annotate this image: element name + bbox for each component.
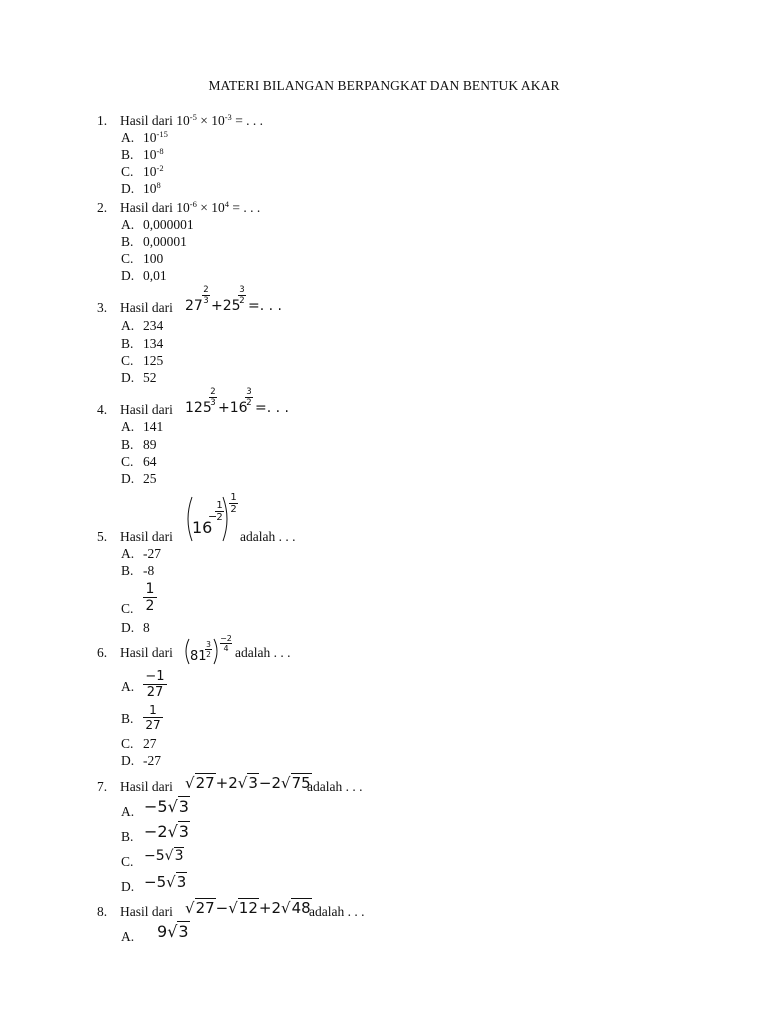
expression: 125 bbox=[185, 400, 212, 416]
option-a: A. bbox=[121, 804, 135, 819]
option-c: C. 100 bbox=[121, 251, 164, 266]
exponent-fraction: $\frac{2}{3}$ bbox=[210, 387, 216, 408]
option-b: B. 134 bbox=[121, 336, 164, 351]
fraction: $\frac{1}{2}$ bbox=[143, 581, 157, 614]
radical-value: −5√3 bbox=[144, 873, 187, 891]
option-a: A. 234 bbox=[121, 318, 164, 333]
question-number: 8. bbox=[97, 904, 108, 919]
option-d: D. $10^8$ bbox=[121, 180, 161, 196]
option-a: A. bbox=[121, 929, 135, 944]
exponent-fraction: $\frac{3}{2}$ bbox=[239, 285, 245, 306]
option-a: A. 141 bbox=[121, 419, 164, 434]
exponent-fraction: $\frac{2}{3}$ bbox=[203, 285, 209, 306]
radical-value: 9√3 bbox=[157, 922, 189, 941]
radical-value: −2√3 bbox=[144, 822, 189, 841]
question-number: 7. bbox=[97, 779, 108, 794]
option-c: C. bbox=[121, 601, 134, 616]
exponent-fraction: $\frac{-2}{4}$ bbox=[220, 634, 232, 653]
radical-value: −5√3 bbox=[144, 797, 189, 816]
option-c: C. $10^{-2}$ bbox=[121, 163, 164, 179]
option-c: C. 125 bbox=[121, 353, 164, 368]
question-5: 5. Hasil dari bbox=[97, 529, 173, 544]
question-1: 1. Hasil dari $10^{-5} \times 10^{-3}$ = . . . bbox=[97, 112, 264, 128]
question-7: 7. Hasil dari bbox=[97, 779, 173, 794]
exponent-fraction: $\frac{1}{2}$ bbox=[230, 492, 237, 515]
question-3: 3. Hasil dari bbox=[97, 300, 173, 315]
fraction: $\frac{-1}{27}$ bbox=[143, 669, 167, 700]
question-number: 3. bbox=[97, 300, 108, 315]
radical-value: −5√3 bbox=[144, 848, 184, 864]
option-a: A. 0,000001 bbox=[121, 217, 194, 232]
expression: 27 bbox=[185, 298, 203, 314]
question-8: 8. Hasil dari bbox=[97, 904, 173, 919]
question-number: 6. bbox=[97, 645, 108, 660]
question-number: 4. bbox=[97, 402, 108, 417]
worksheet-page: MATERI BILANGAN BERPANGKAT DAN BENTUK AKAR 1. Hasil dari $10^{-5} \times 10^{-3}$ = . . . A. $10^{-15}$ B. $10^{-8}$ C. $10^{-2}$ D. $10^8$ 2. Hasil dari $10^{-6} \times 10^4$ = . . . A. 0,000001 B. 0,00001 C. 100 D. 0,01 3. Hasil dari 27 $\frac{2}{3}$ +25 $\frac{3}{2}$ =. . . A. 234 B. 134 C. 125 D. 52 4. Hasil dari 125 $\frac{2}{3}$ +16 $\frac{3}{2}$ =. . . A. 141 B. 89 C. 64 D. 25 5. Hasil dari 16 − $\frac{1}{2}$ $\frac{1}{2}$ adalah . . . A. -27 B. -8 C. $\frac{1}{2}$ D. 8 6. Hasil dari 81 $\frac{3}{2}$ $\frac{-2}{4}$ adalah . . . A. $\frac{-1}{27}$ B. $\frac{1}{27}$ C. 27 D. -27 7. Hasil dari √27+2√3−2√75 adalah . . . A. −5√3 B. −2√3 C. −5√3 D. −5√3 8. Hasil dari √27−√12+2√48 adalah . . . A. 9√3 bbox=[0, 0, 768, 1024]
exponent-fraction: $\frac{1}{2}$ bbox=[216, 500, 223, 523]
option-b: B. bbox=[121, 829, 134, 844]
option-b: B. 89 bbox=[121, 437, 157, 452]
option-c: C. 64 bbox=[121, 454, 157, 469]
fraction: $\frac{1}{27}$ bbox=[143, 703, 163, 732]
option-c: C. 27 bbox=[121, 736, 157, 751]
page-title: MATERI BILANGAN BERPANGKAT DAN BENTUK AKAR bbox=[208, 78, 560, 93]
option-b: B. bbox=[121, 711, 134, 726]
option-d: D. 0,01 bbox=[121, 268, 167, 283]
question-number: 5. bbox=[97, 529, 108, 544]
option-d: D. 8 bbox=[121, 620, 150, 635]
option-b: B. 0,00001 bbox=[121, 234, 187, 249]
question-number: 1. bbox=[97, 113, 108, 128]
exponent-fraction: $\frac{3}{2}$ bbox=[246, 387, 252, 408]
radical-expression: √27+2√3−2√75 bbox=[185, 774, 311, 792]
option-a: A. -27 bbox=[121, 546, 161, 561]
option-c: C. bbox=[121, 854, 134, 869]
option-d: D. -27 bbox=[121, 753, 161, 768]
option-d: D. 25 bbox=[121, 471, 157, 486]
question-6: 6. Hasil dari bbox=[97, 645, 173, 660]
question-4: 4. Hasil dari bbox=[97, 402, 173, 417]
exponent-fraction: $\frac{3}{2}$ bbox=[206, 640, 211, 659]
radical-expression: √27−√12+2√48 bbox=[185, 899, 311, 917]
question-2: 2. Hasil dari $10^{-6} \times 10^4$ = . . . bbox=[97, 199, 261, 215]
option-a: A. $10^{-15}$ bbox=[121, 129, 168, 145]
option-a: A. bbox=[121, 679, 135, 694]
option-d: D. 52 bbox=[121, 370, 157, 385]
option-b: B. $10^{-8}$ bbox=[121, 146, 164, 162]
option-d: D. bbox=[121, 879, 135, 894]
question-number: 2. bbox=[97, 200, 108, 215]
option-b: B. -8 bbox=[121, 563, 155, 578]
